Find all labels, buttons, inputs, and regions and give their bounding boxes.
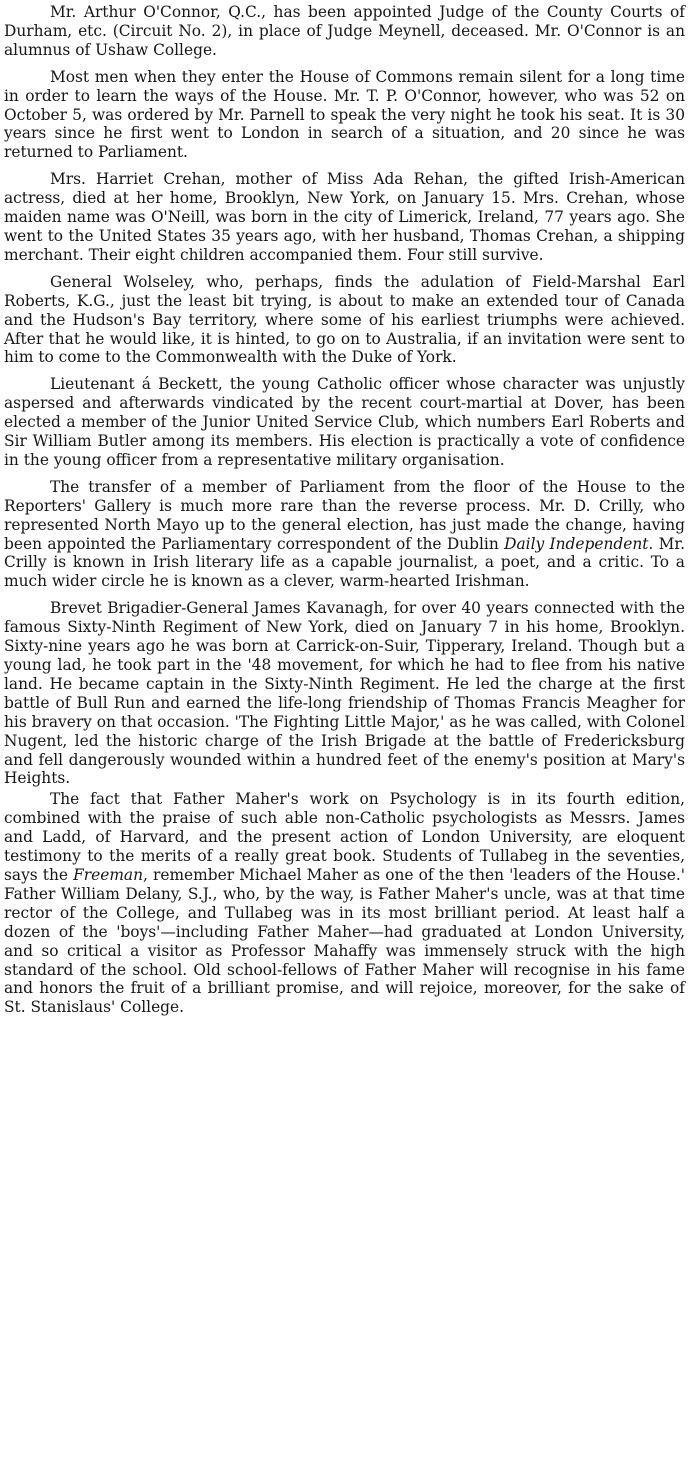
newspaper-title: Freeman [73, 865, 143, 884]
paragraph-oconnor-judge [4, 3, 685, 60]
paragraph-lieutenant-beckett [4, 375, 685, 470]
paragraph-text: General Wolseley, who, perhaps, finds the adulation of Field-Marshal Earl Roberts, K.G., just the least bit trying, is about to make an extended tour of Canada and the Hudson's Bay territory, where some of his earliest triumphs were achieved. After that he would like, it is hinted, to go on to Australia, if an invitation were sent to him to come to the Commonwealth with the Duke of York. [4, 272, 685, 367]
paragraph-text: Mrs. Harriet Crehan, mother of Miss Ada Rehan, the gifted Irish-American actress, died at her home, Brooklyn, New York, on January 15. Mrs. Crehan, whose maiden name was O'Neill, was born in the city of Limerick, Ireland, 77 years ago. She went to the United States 35 years ago, with her husband, Thomas Crehan, a shipping merchant. Their eight children accompanied them. Four still survive. [4, 170, 685, 264]
paragraph-text: Mr. Arthur O'Connor, Q.C., has been appointed Judge of the County Courts of Durham, etc. (Circuit No. 2), in place of Judge Meynell, deceased. Mr. O'Connor is an alumnus of Ushaw College. [4, 3, 685, 59]
paragraph-harriet-crehan [4, 170, 685, 265]
paragraph-general-kavanagh [4, 599, 685, 788]
paragraph-text: Brevet Brigadier-General James Kavanagh, for over 40 years connected with the famous Sixty-Ninth Regiment of New York, died on January 7 in his home, Brooklyn. Sixty-nine years ago he was born at Carrick-on-Suir, Tipperary, Ireland. Though but a young lad, he took part in the '48 movement, for which he had to flee from his native land. He became captain in the Sixty-Ninth Regiment. He led the charge at the first battle of Bull Run and earned the life-long friendship of Thomas Francis Meagher for his bravery on that occasion. 'The Fighting Little Major,' as he was called, with Colonel Nugent, led the historic charge of the Irish Brigade at the battle of Fredericksburg and fell dangerously wounded within a hundred feet of the enemy's position at Mary's Heights. [4, 599, 685, 788]
newspaper-title: Daily Independent [504, 534, 649, 553]
paragraph-text: The transfer of a member of Parliament from the floor of the House to the Reporters' Gallery is much more rare than the reverse process. Mr. D. Crilly, who represented North Mayo up to the general election, has just made the change, having been appointed the Parliamentary correspondent of the Dublin [4, 477, 685, 553]
paragraph-text: . Mr. Crilly is known in Irish literary life as a capable journalist, a poet, and a critic. To a much wider circle he is known as a clever, warm-hearted Irishman. [4, 534, 685, 591]
paragraph-text: Lieutenant á Beckett, the young Catholic officer whose character was unjustly aspersed and afterwards vindicated by the recent court-martial at Dover, has been elected a member of the Junior United Service Club, which numbers Earl Roberts and Sir William Butler among its members. His election is practically a vote of confidence in the young officer from a representative military organisation. [4, 375, 685, 469]
paragraph-father-maher [4, 790, 685, 1017]
paragraph-text: The fact that Father Maher's work on Psychology is in its fourth edition, combined with the praise of such able non-Catholic psychologists as Messrs. James and Ladd, of Harvard, and the present action of London University, are eloquent testimony to the merits of a really great book. Students of Tullabeg in the seventies, says the [4, 790, 685, 884]
paragraph-general-wolseley [4, 273, 685, 368]
paragraph-tp-oconnor [4, 68, 685, 163]
paragraph-text: Most men when they enter the House of Commons remain silent for a long time in order to learn the ways of the House. Mr. T. P. O'Connor, however, who was 52 on October 5, was ordered by Mr. Parnell to speak the very night he took his seat. It is 30 years since he first went to London in search of a situation, and 20 since he was returned to Parliament. [4, 67, 685, 162]
paragraph-text: , remember Michael Maher as one of the then 'leaders of the House.' Father William Delany, S.J., who, by the way, is Father Maher's uncle, was at that time rector of the College, and Tullabeg was in its most brilliant period. At least half a dozen of the 'boys'—including Father Maher—had graduated at London University, and so critical a visitor as Professor Mahaffy was immensely struck with the high standard of the school. Old school-fellows of Father Maher will recognise in his fame and honors the fruit of a brilliant promise, and will rejoice, moreover, for the sake of St. Stanislaus' College. [4, 865, 685, 1017]
paragraph-crilly-transfer [4, 478, 685, 591]
